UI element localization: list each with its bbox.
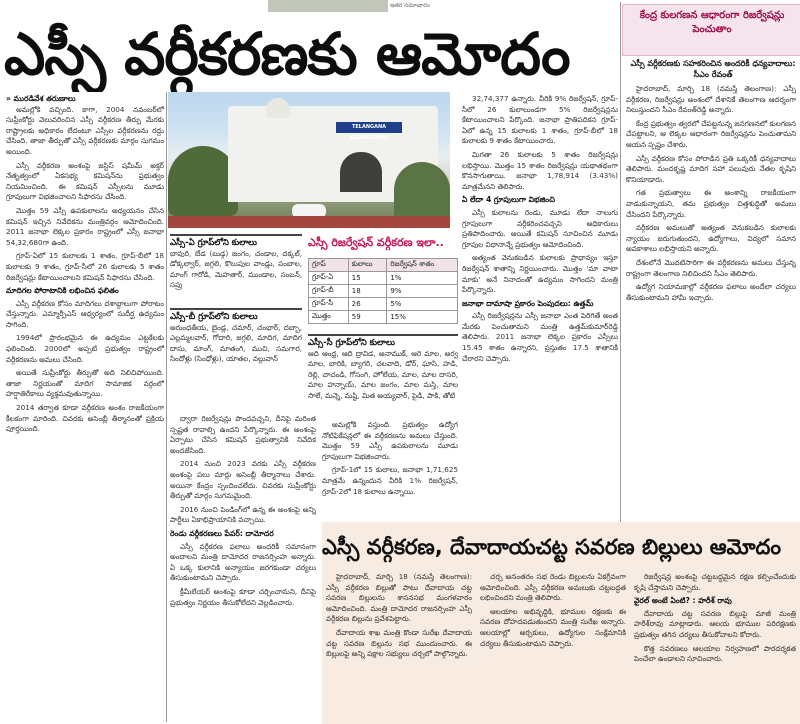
paragraph: ఎస్సీ వర్గీకరణ ఫలాలు అందరికీ సమానంగా అందాలని మంత్రి దామోదర రాజనర్సింహ అన్నారు. ఏ ఒక్క కులానికి అన్యాయం జరగకుండా చర్యలు తీసుకుంటామని చెప్పారు. <box>170 541 316 583</box>
paragraph: అత్యంత వెనుకబడిన కులాలకు ప్రాధాన్యం ఇస్తూ రిజర్వేషన్ శాతాన్ని నిర్ణయించారు. మొత్తం 'మా వాటా మాకు' అనే నినాదంతో ఉద్యమం సాగిందని మంత్రి పేర్కొన్నారు. <box>462 253 618 295</box>
table-cell: 5% <box>387 298 458 311</box>
main-headline: ఎస్సీ వర్గీకరణకు ఆమోదం <box>4 20 570 88</box>
subheading: జనాభా దామాషా ప్రకారం పెంపుదలు: ఉత్తమ్ <box>462 298 594 308</box>
table-row <box>309 272 458 285</box>
reservation-table <box>308 258 458 324</box>
paragraph: ద్వారా రిజర్వేషన్లు పొందవచ్చని, దీనిపై మరింత స్పష్టత రావాల్సి ఉందని పేర్కొన్నారు. ఈ అంశంపై ఏర్పాటు చేసిన కమిషన్ ప్రభుత్వానికి నివేదిక అందజేసింది. <box>170 414 316 455</box>
right-headline: కేంద్ర కులగణన ఆధారంగా రిజర్వేషన్లు పెంచుతాం <box>639 10 785 35</box>
paragraph: అయితే సుప్రీంకోర్టు తీర్పుతో అది నిలిచిపోయింది. తాజా నిర్ణయంతో మాదిగ సామాజిక వర్గంలో హర్షాతిరేకాలు వ్యక్తమవుతున్నాయి. <box>6 368 164 399</box>
group-b-box <box>170 308 302 408</box>
middle-right-column <box>462 94 618 518</box>
paragraph: 32,74,377 ఉన్నారు. వీరికి 9% రిజర్వేషన్, గ్రూప్-సీలో 26 కులాలుండగా 5% రిజర్వేషన్లను కేటాయించాలని పేర్కొంది. జనాభా ప్రాతిపదికన గ్రూప్-ఏలో ఉన్న 15 కులాలకు 1 శాతం, గ్రూప్-బీలో 18 కులాలకు 9 శాతం కేటాయించారు. <box>462 94 618 146</box>
paragraph: ఆలయాల అభివృద్ధికి, భూముల రక్షణకు ఈ సవరణ దోహదపడుతుందని మంత్రి సురేఖ అన్నారు. ఆలయాల్లో అర్చకులు, ఉద్యోగుల సంక్షేమానికి చర్యలు తీసుకుంటామని చెప్పారు. <box>480 606 626 648</box>
paragraph: దేవాదాయ శాఖ మంత్రి కొండా సురేఖ దేవాదాయ చట్ట సవరణ బిల్లును సభ ముందుంచారు. ఈ బిల్లులపై అన్ని పక్షాల సభ్యులు చర్చలో పాల్గొన్నారు. <box>326 627 472 659</box>
bottom-headline-box <box>322 528 800 572</box>
paragraph: 2014 తర్వాత కూడా వర్గీకరణ అంశం రాజకీయంగా కీలకంగా మారింది. చివరకు అసెంబ్లీ తీర్మానంతో ప్రక్రియ పూర్తయింది. <box>6 403 164 434</box>
photo-tree <box>394 162 450 222</box>
paragraph: ఎస్సీ కులాలను రెండు, మూడు లేదా నాలుగు గ్రూపులుగా వర్గీకరించవచ్చని అధికారులు ప్రతిపాదించారు. అయితే కమిషన్ సూచించిన మూడు గ్రూపుల విధానాన్నే ప్రభుత్వం ఆమోదించింది. <box>462 207 618 249</box>
group-a-heading: ఎస్సీ-ఏ గ్రూప్‌లోని కులాలు <box>170 234 302 249</box>
column-divider <box>166 92 167 722</box>
table-cell: 26 <box>348 298 387 311</box>
subheading: వైరల్ అంటే ఏంటి? : హరీశ్ రావు <box>634 596 732 606</box>
subheading: రెండు వర్గీకరణలు పేపర్: దామోదర <box>170 528 274 538</box>
table-cell: గ్రూప్-బీ <box>309 285 349 298</box>
paragraph: ఎస్సీ వర్గీకరణ కోసం మాదిగలు దశాబ్దాలుగా పోరాటం చేస్తున్నారు. ఎమ్మార్పీఎస్ ఆధ్వర్యంలో సుదీర్ఘ ఉద్యమం సాగింది. <box>6 298 164 329</box>
assembly-building-photo <box>168 92 450 228</box>
top-photo-strip <box>268 0 388 12</box>
right-subheadline: ఎస్సీ వర్గీకరణకు సహకరించిన అందరికీ ధన్యవాదాలు: సీఎం రేవంత్ <box>630 59 796 79</box>
column-divider <box>620 2 621 522</box>
group-a-box <box>170 234 302 302</box>
top-strip-caption: ఇతర సమాచారం <box>390 2 430 9</box>
column-header: కులాలు <box>348 259 387 272</box>
photo-archway <box>340 152 382 192</box>
paragraph: 1994లో ప్రారంభమైన ఈ ఉద్యమం ఎట్టకేలకు ఫలించింది. 2000లో అప్పటి ప్రభుత్వం రాష్ట్రంలో వర్గీకరణను అమలు చేసింది. <box>6 333 164 364</box>
table-cell: మొత్తం <box>309 311 349 324</box>
dateline: » మురడివేశ తరుణాలు <box>6 94 76 103</box>
paragraph: రిజర్వేషన్ల అంశంపై చట్టబద్ధమైన రక్షణ కల్పించేందుకు కృషి చేస్తామని చెప్పారు. <box>634 572 796 592</box>
paragraph: హైదరాబాద్, మార్చి 18 (నమస్తే తెలంగాణ): ఎస్సీ వర్గీకరణ, రిజర్వేషన్లు అంశంలో దేశానికే తెలంగాణ ఆదర్శంగా నిలుస్తుందని సీఎం రేవంత్‌రెడ్డి అన్నారు. <box>626 84 796 115</box>
paragraph: దేవాదాయ చట్ట సవరణ బిల్లుపై మాజీ మంత్రి హరీశ్‌రావు మాట్లాడారు. ఆలయ భూముల పరిరక్షణకు ప్రభుత్వం తగిన చర్యలు తీసుకోవాలని కోరారు. <box>634 608 796 639</box>
paragraph: ఉద్యోగ నియామకాల్లో వర్గీకరణ ఫలాలు అందేలా చర్యలు తీసుకుంటామని హామీ ఇచ్చారు. <box>626 282 796 302</box>
paragraph: అమల్లోకి వచ్చింది. కాగా, 2004 నవంబర్‌లో సుప్రీంకోర్టు వెలువరించిన ఎస్సీ వర్గీకరణ తీర్పు మేరకు రాష్ట్రాలకు అధికారం లేదంటూ ఎస్సీల వర్గీకరణను రద్దు చేసింది. తాజా తీర్పుతో ఎస్సీ వర్గీకరణకు మార్గం సుగమం అయింది. <box>6 104 164 156</box>
table-cell: 1% <box>387 272 458 285</box>
dateline-text: మురడివేశ తరుణాలు <box>13 94 76 103</box>
table-row <box>309 298 458 311</box>
group-c-castes: ఆది ఆంధ్ర, ఆది ద్రావిడ, అనాముక్, ఆరె మాల, అర్వ మాల, బారికి, బ్యాగరి, చలవాది, డోర్, ఘాసి, హడి, రెల్లి, చాచండి, గోసంగి, హోలేయ, మాల, మాల దాసరి, మాల హన్నాయ్, మాల జంగం, మాల మస్తి, మాల సాలే, మన్నె, మష్టి, మిత అయ్యవార్, పైడి, పాకి, తోటి <box>308 348 458 400</box>
paragraph: దేశంలోనే మొదటిసారిగా ఈ వర్గీకరణను అమలు చేస్తున్న రాష్ట్రంగా తెలంగాణ నిలిచిందని సీఎం తెలిపారు. <box>626 257 796 278</box>
paragraph: మొత్తం 59 ఎస్సీ ఉపకులాలను అధ్యయనం చేసిన కమిషన్ ఇచ్చిన నివేదికను మంత్రివర్గం ఆమోదించింది. 2011 జనాభా లెక్కల ప్రకారం రాష్ట్రంలో ఎస్సీ జనాభా 54,32,680గా ఉంది. <box>6 205 164 247</box>
photo-flowerbed <box>168 216 450 228</box>
bottom-right-column <box>634 572 796 722</box>
left-column <box>6 94 164 526</box>
paragraph: అమల్లోకి వస్తుంది. ప్రభుత్వం ఉద్యోగ నోటిఫికేషన్లలో ఈ వర్గీకరణను అమలు చేస్తుంది. మొత్తం 59 ఎస్సీ ఉపకులాలను మూడు గ్రూపులుగా విభజించారు. <box>322 420 458 461</box>
bottom-headline: ఎస్సీ వర్గీకరణ, దేవాదాయచట్ట సవరణ బిల్లులు ఆమోదం <box>322 535 781 559</box>
column-header: గ్రూప్ <box>309 259 349 272</box>
photo-dome <box>266 98 290 118</box>
group-c-box <box>308 334 458 416</box>
paragraph: గ్రూప్-ఏలో 15 కులాలకు 1 శాతం, గ్రూప్-బీలో 18 కులాలకు 9 శాతం, గ్రూప్-సీలో 26 కులాలకు 5 శాతం రిజర్వేషన్లు కేటాయించాలని కమిషన్ సిఫారసు చేసింది. <box>6 251 164 282</box>
table-row <box>309 311 458 324</box>
paragraph: 2014 నుంచి 2023 వరకు ఎస్సీ వర్గీకరణ అంశంపై పలు మార్లు అసెంబ్లీ తీర్మానాలు చేశారు. అయినా కేంద్రం స్పందించలేదు. చివరకు సుప్రీంకోర్టు తీర్పుతో మార్గం సుగమమైంది. <box>170 459 316 501</box>
paragraph: ఎస్సీ వర్గీకరణ కోసం పోరాడిన ప్రతి ఒక్కరికీ ధన్యవాదాలు తెలిపారు. మందకృష్ణ మాదిగ సహా పలువురు నేతల కృషిని కొనియాడారు. <box>626 153 796 184</box>
paragraph: మిగతా 26 కులాలకు 5 శాతం రిజర్వేషన్లు లభిస్తాయి. మొత్తం 15 శాతం రిజర్వేషన్లు యథాతథంగా కొనసాగుతాయి. జనాభా 1,78,914 (3.43%) మాత్రమేనని తెలిపారు. <box>462 149 618 191</box>
paragraph: ఎస్సీ రిజర్వేషన్లను ఎస్సీ జనాభా ఎంత పెరిగితే అంత మేరకు పెంచుతామని మంత్రి ఉత్తమ్‌కుమార్‌రెడ్డి తెలిపారు. 2011 జనాభా లెక్కల ప్రకారం ఎస్సీలు 15.45 శాతం ఉన్నారని, ప్రస్తుతం 17.5 శాతానికి చేరారని చెప్పారు. <box>462 311 618 363</box>
table-row <box>309 285 458 298</box>
paragraph: కొత్త సవరణలు ఆలయాల నిర్వహణలో పారదర్శకత పెంచేలా ఉండాలని సూచించారు. <box>634 643 796 664</box>
group-c-heading: ఎస్సీ-సీ గ్రూప్‌లోని కులాలు <box>308 334 458 349</box>
table-cell: 18 <box>348 285 387 298</box>
photo-signboard: TELANGANA LEGISLATURE <box>336 122 402 133</box>
reservation-table-wrap <box>308 258 458 324</box>
paragraph: కేంద్ర ప్రభుత్వం త్వరలో చేపట్టనున్న జనగణనలో కులగణన చేపట్టాలని, ఆ లెక్కల ఆధారంగా రిజర్వేషన్లను పెంచుతామని ఆయన స్పష్టం చేశారు. <box>626 118 796 149</box>
paragraph: హైదరాబాద్, మార్చి 18 (నమస్తే తెలంగాణ): ఎస్సీ వర్గీకరణ బిల్లుతో పాటు దేవాదాయ చట్ట సవరణ బిల్లులను శాసనసభ మంగళవారం ఆమోదించింది. మంత్రి దామోదర రాజనర్సింహ ఎస్సీ వర్గీకరణ బిల్లును ప్రవేశపెట్టారు. <box>326 572 472 624</box>
middle-lower-column <box>322 420 458 518</box>
paragraph: వర్గీకరణ అమలుతో అత్యంత వెనుకబడిన కులాలకు న్యాయం జరుగుతుందని, ఉద్యోగాలు, విద్యలో సమాన అవకాశాలు లభిస్తాయని అన్నారు. <box>626 223 796 254</box>
paragraph: గత ప్రభుత్వాలు ఈ అంశాన్ని రాజకీయంగా వాడుకున్నాయని, తమ ప్రభుత్వం చిత్తశుద్ధితో అమలు చేసిందని పేర్కొన్నారు. <box>626 188 796 219</box>
subheading: మాదిగల పోరాటానికి లభించిన ఫలితం <box>6 286 119 296</box>
paragraph: ఎస్సీ వర్గీకరణ అంశంపై జస్టిస్ షమీమ్ అక్తర్ నేతృత్వంలో ఏకసభ్య కమిషన్‌ను ప్రభుత్వం నియమించింది. ఈ కమిషన్ ఎస్సీలను మూడు గ్రూపులుగా విభజించాలని సిఫారసు చేసింది. <box>6 160 164 202</box>
group-b-heading: ఎస్సీ-బీ గ్రూప్‌లోని కులాలు <box>170 308 302 323</box>
paragraph: చర్చ అనంతరం సభ రెండు బిల్లులను ఏకగ్రీవంగా ఆమోదించింది. ఎస్సీ వర్గీకరణ అమలుకు చట్టబద్ధత లభించిందని మంత్రి తెలిపారు. <box>480 572 626 603</box>
table-cell: 15% <box>387 311 458 324</box>
subheading: ఏ లేదా 4 గ్రూపులుగా విభజించి <box>462 195 555 205</box>
column-header: రిజర్వేషన్ శాతం <box>387 259 458 272</box>
table-cell: గ్రూప్-సీ <box>309 298 349 311</box>
lower-left-column <box>170 414 316 722</box>
paragraph: 2016 నుంచి పెండింగ్‌లో ఉన్న ఈ అంశంపై అన్ని పార్టీలు ఏకాభిప్రాయానికి వచ్చాయి. <box>170 504 316 525</box>
table-cell: 9% <box>387 285 458 298</box>
table-cell: 59 <box>348 311 387 324</box>
right-column <box>626 84 796 518</box>
table-cell: 15 <box>348 272 387 285</box>
paragraph: క్రీమీలేయర్ అంశంపై కూడా చర్చించామని, దీనిపై ప్రభుత్వం నిర్ణయం తీసుకోలేదని వెల్లడించారు. <box>170 586 316 607</box>
right-headline-box <box>622 4 800 56</box>
group-a-castes: బావురి, బేడ (బుడ్గ) జంగం, చండాల, దక్కల్, డోక్కల్వార్, జగ్గలి, కొలుపుల వాండ్లు, పంబాల, మాంగ్ గారోడి, మెహతార్, ముండాల, సంబన్, సప్రు <box>170 248 302 290</box>
bottom-column <box>326 572 626 722</box>
group-b-castes: అరుంధతీయ, బైండ్ల, చమార్, చంభార్, దబ్బా, ఎల్లమ్మలవార్, గోదారి, జగ్గలి, మాదిగ, మాదిగ దాసు, మాంగ్, మాతంగి, ముచి, సమగార, సిందోళ్లు (సింధోళ్లు), యాతల, వల్లువాన్ <box>170 322 302 364</box>
paragraph: గ్రూప్-1లో 15 కులాలు, జనాభా 1,71,625 మాత్రమే ఉన్నందున వీరికి 1% రిజర్వేషన్, గ్రూప్-2లో 18 కులాలు ఉన్నాయి. <box>322 465 458 496</box>
table-cell: గ్రూప్-ఏ <box>309 272 349 285</box>
table-header-row <box>309 259 458 272</box>
reservation-title: ఎస్సీ రిజర్వేషన్ వర్గీకరణ ఇలా.. <box>308 236 444 249</box>
